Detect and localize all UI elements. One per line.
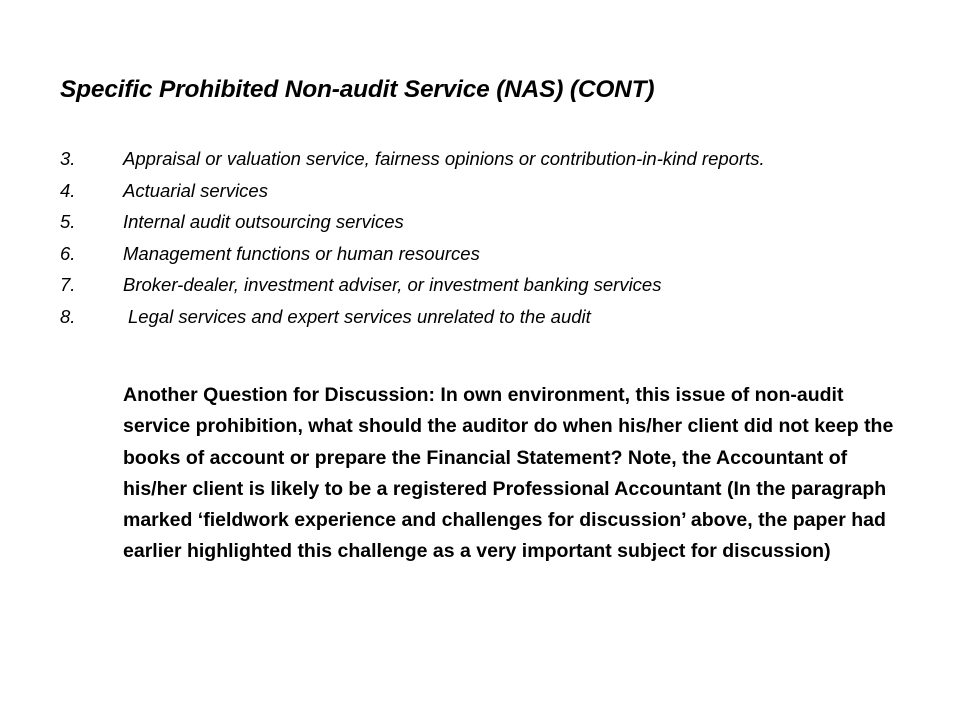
list-item-text: Legal services and expert services unrelated to the audit xyxy=(128,305,591,327)
list-item xyxy=(60,180,920,202)
list-item-text: Broker-dealer, investment adviser, or investment banking services xyxy=(123,274,662,295)
list-item xyxy=(60,243,920,265)
list-item-text: Internal audit outsourcing services xyxy=(123,211,404,232)
slide-title: Specific Prohibited Non-audit Service (NAS) (CONT) xyxy=(60,76,655,103)
list-item-text: Appraisal or valuation service, fairness opinions or contribution-in-kind reports. xyxy=(123,148,765,169)
discussion-question: Another Question for Discussion: In own environment, this issue of non-audit service prohibition, what should the auditor do when his/her client did not keep the books of account or prepare the Financial Statement? Note, the Accountant of his/her client is likely to be a registered Professional Accountant (In the paragraph marked ‘fieldwork experience and challenges for discussion’ above, the paper had earlier highlighted this challenge as a very important subject for discussion) xyxy=(123,384,894,563)
list-item xyxy=(60,211,920,233)
list-item-text: Management functions or human resources xyxy=(123,242,480,264)
list-item xyxy=(60,274,920,296)
list-item xyxy=(60,148,920,170)
list-item-number: 7. xyxy=(60,274,76,295)
list-item-text: Actuarial services xyxy=(123,179,268,201)
list-item-number: 4. xyxy=(60,179,76,201)
list-item-number: 8. xyxy=(60,305,76,327)
prohibited-services-list xyxy=(60,148,920,337)
list-item xyxy=(60,306,920,328)
list-item-number: 5. xyxy=(60,211,76,232)
list-item-number: 3. xyxy=(60,148,76,169)
list-item-number: 6. xyxy=(60,242,76,264)
